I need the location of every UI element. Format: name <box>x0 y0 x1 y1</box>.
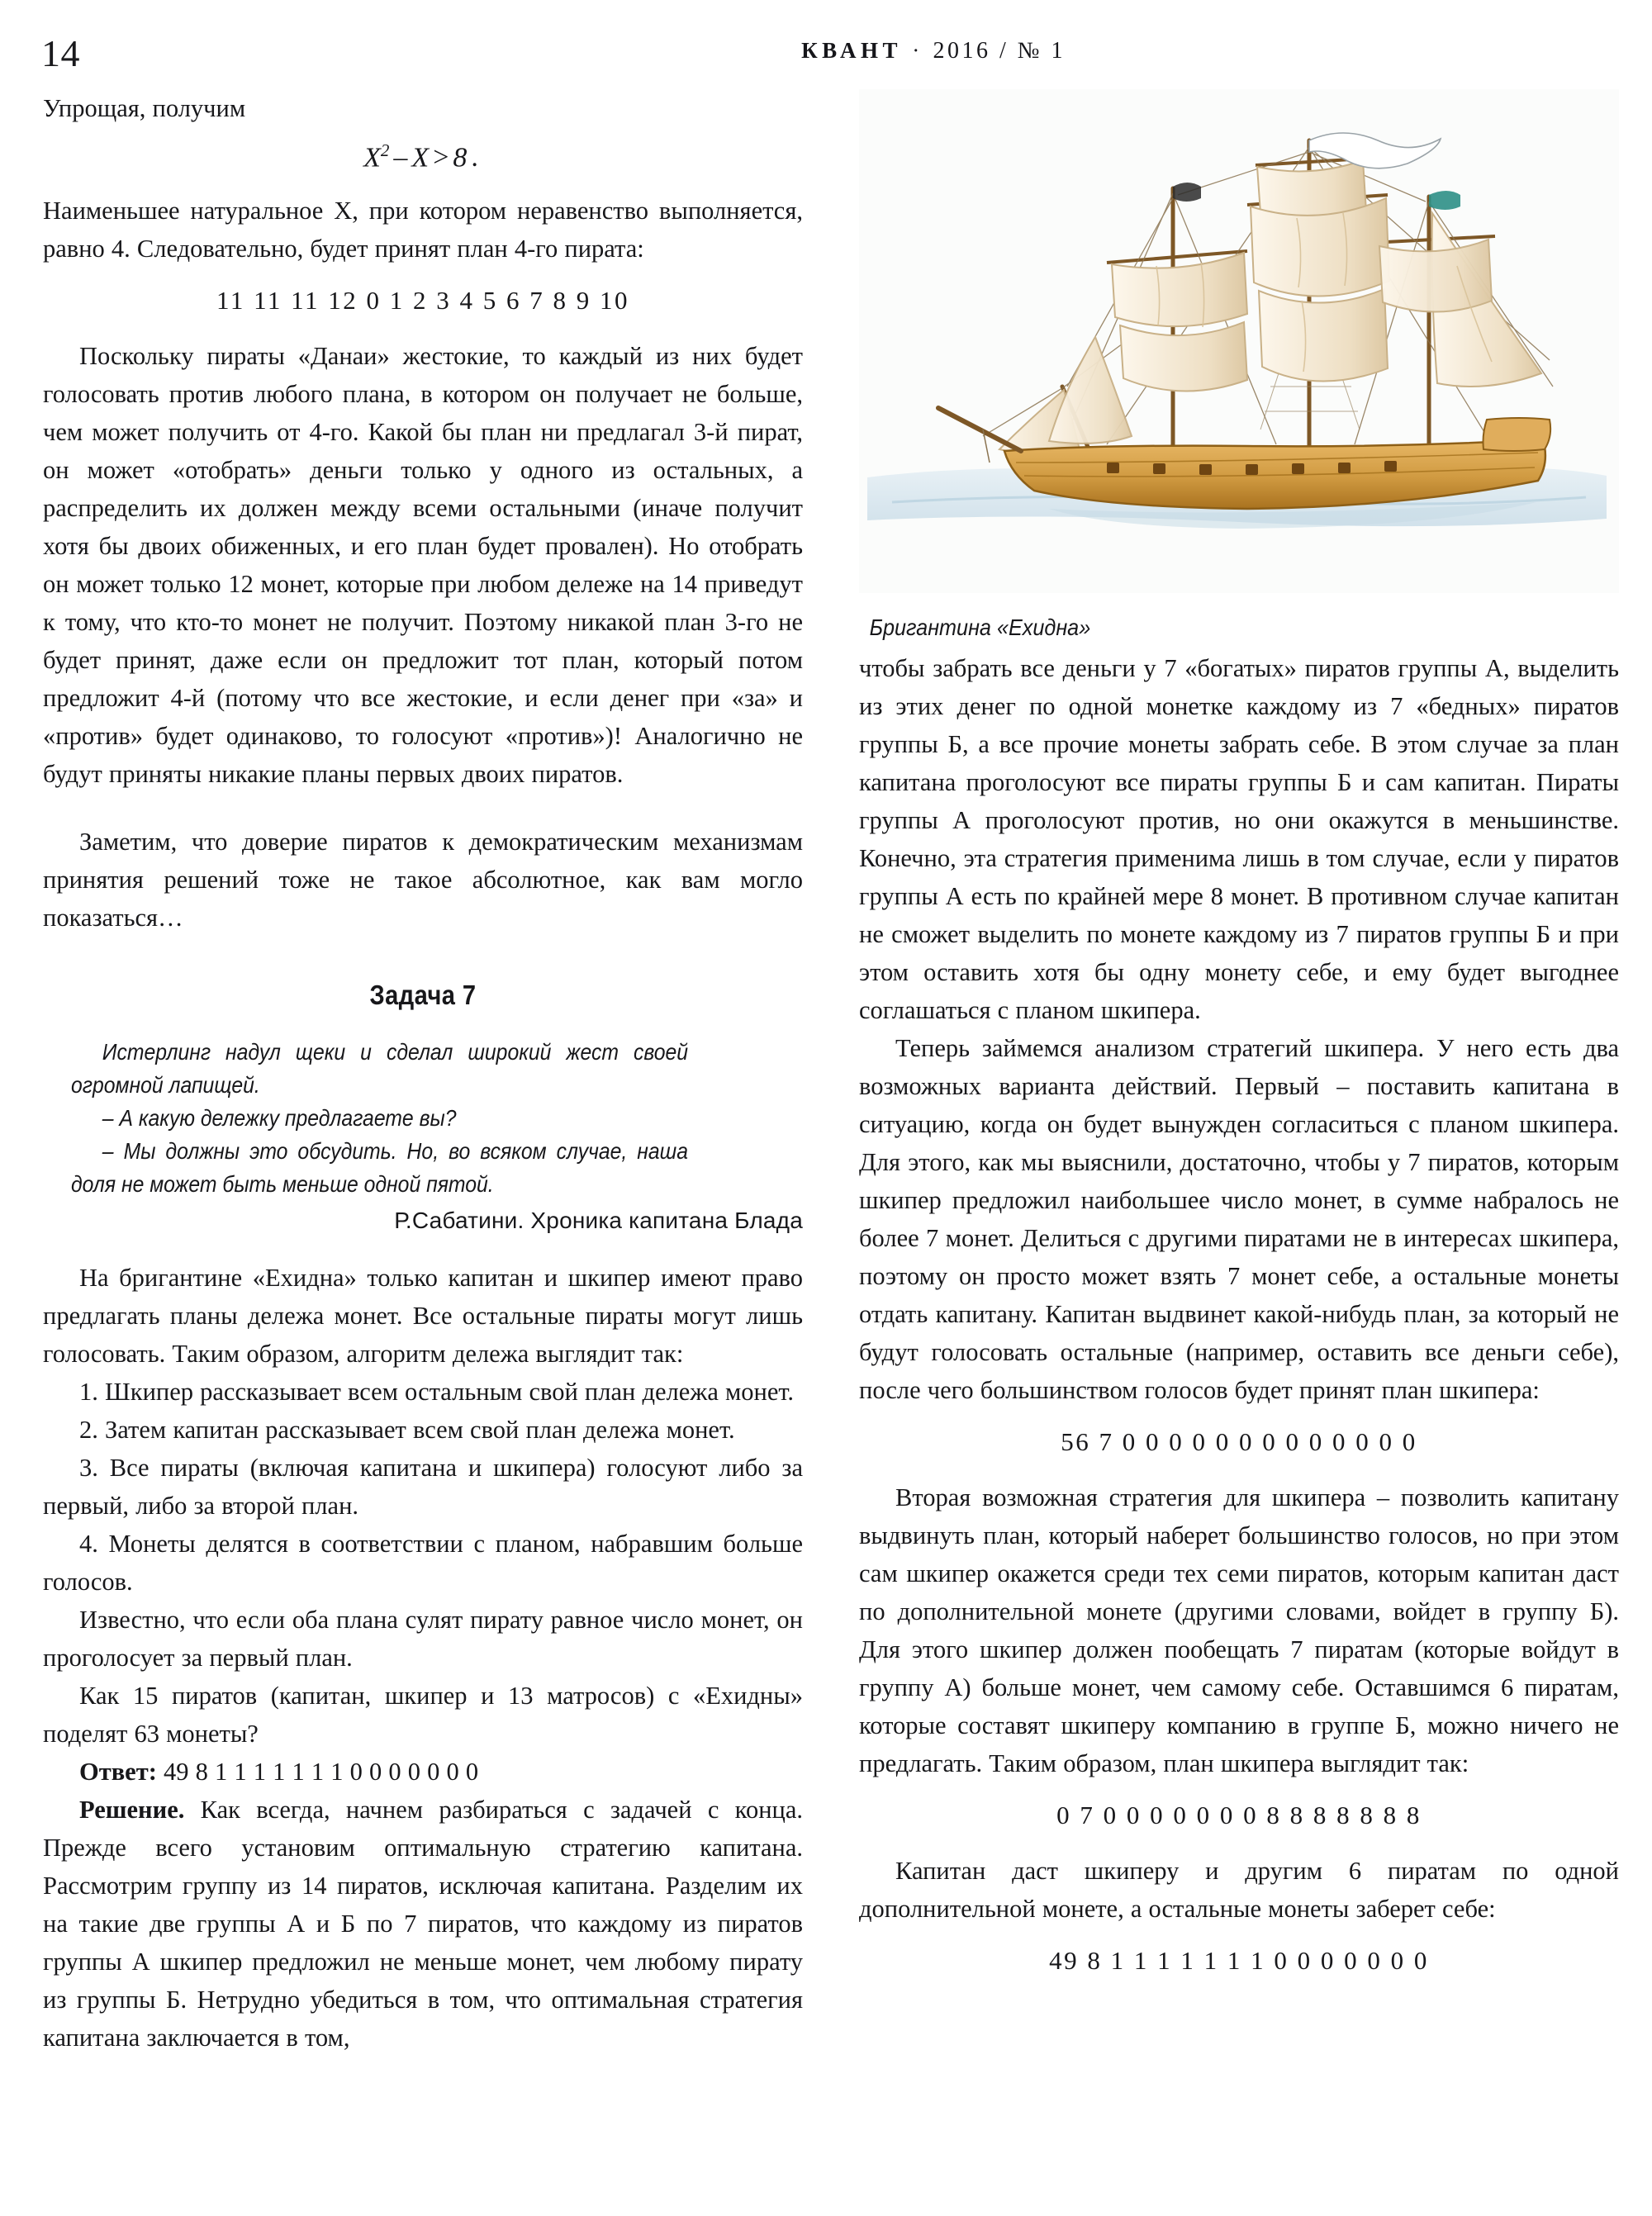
problem-step-2: 2. Затем капитан рассказывает всем свой план дележа монет. <box>79 1416 735 1445</box>
ship-drawing-icon <box>859 89 1619 593</box>
paragraph-problem-intro: На бригантине «Ехидна» только капитан и шкипер имеют право предлагать планы дележа монет. Все остальные пираты могут лишь голосовать. Таким образом, алгоритм дележа выглядит так: <box>43 1264 803 1369</box>
epigraph-line-3: – Мы должны это обсудить. Но, во всяком случае, наша доля не может быть меньше одной пятой. <box>71 1138 689 1198</box>
epigraph-line-1: Истерлинг надул щеки и сделал широкий жест своей огромной лапищей. <box>71 1039 689 1099</box>
formula-relation: > <box>433 142 449 173</box>
journal-separator: · <box>912 38 923 63</box>
solution-text: Как всегда, начнем разбираться с задачей с конца. Прежде всего установим оптимальную стратегию капитана. Рассмотрим группу из 14 пиратов, исключая капитана. Разделим их на такие две группы А и Б по 7 пиратов, что каждому из пиратов группы А шкипер предложил не меньше монет, чем любому пирату из группы Б. Нетрудно убедиться в том, что оптимальная стратегия капитана заключается в том, <box>43 1796 803 2052</box>
paragraph-skipper-analysis: Теперь займемся анализом стратегий шкипера. У него есть два возможных варианта действий. Первый – поставить капитана в ситуацию, когда он будет вынужден согласиться с планом шкипера. Для этого, как мы выяснили, достаточно, чтобы у 7 пиратов, которым шкипер предложил наибольшее число монет, в сумме набралось не более 7 монет. Делиться с другими пиратами не в интересах шкипера, поэтому он просто может взять 7 монет себе, а остальные монеты отдать капитану. Капитан выдвинет какой-нибудь план, за который не будут голосовать остальные (например, оставить все деньги себе), после чего большинством голосов будет принят план шкипера: <box>859 1034 1619 1404</box>
journal-name: КВАНТ <box>801 38 902 63</box>
epigraph-line-2: – А какую дележку предлагаете вы? <box>102 1105 457 1132</box>
paragraph-second-strategy: Вторая возможная стратегия для шкипера – позволить капитану выдвинуть план, который наберет большинство голосов, но при этом сам шкипер окажется среди тех семи пиратов, которым капитан даст по дополнительной монете (другими словами, войдет в группу Б). Для этого шкипер должен пообещать 7 пиратам (которые войдут в группу А) больше монет, чем самому себе. Оставшимся 6 пиратам, которые составят шкиперу компанию в группе Б, можно ничего не предлагать. Таким образом, план шкипера выглядит так: <box>859 1483 1619 1777</box>
formula-value: 8 <box>453 142 468 173</box>
paragraph-simplify: Упрощая, получим <box>43 94 246 122</box>
answer-numbers: 49 8 1 1 1 1 1 1 1 0 0 0 0 0 0 0 <box>163 1758 479 1787</box>
page-number: 14 <box>41 32 80 74</box>
paragraph-smallest-natural: Наименьшее натуральное X, при котором неравенство выполняется, равно 4. Следовательно, будет принят план 4-го пирата: <box>43 197 803 263</box>
plan4-number-row: 11 11 11 12 0 1 2 3 4 5 6 7 8 9 10 <box>216 286 630 316</box>
solution-paragraph <box>43 1791 803 2057</box>
figure-caption: Бригантина «Ехидна» <box>869 615 1091 640</box>
problem-step-4: 4. Монеты делятся в соответствии с планом, набравшим больше голосов. <box>43 1530 803 1597</box>
paragraph-question: Как 15 пиратов (капитан, шкипер и 13 матросов) с «Ехидны» поделят 63 монеты? <box>43 1682 803 1749</box>
formula-minus: – <box>393 142 408 173</box>
problem-step-1: 1. Шкипер рассказывает всем остальным свой план дележа монет. <box>79 1378 795 1407</box>
solution-label: Решение. <box>79 1796 185 1825</box>
formula-base: X <box>363 142 381 173</box>
journal-title-line <box>0 38 1066 64</box>
left-column <box>43 89 803 2057</box>
right-column <box>859 89 1619 1997</box>
figure-brigantine <box>859 89 1619 641</box>
paragraph-known-rule: Известно, что если оба плана сулят пирату равное число монет, он проголосует за первый план. <box>43 1606 803 1673</box>
paragraph-cruel-pirates: Поскольку пираты «Данаи» жестокие, то каждый из них будет голосовать против любого плана, в котором он получает не больше, чем может получить от 4-го. Какой бы план ни предлагал 3-й пират, он может «отобрать» деньги только у одного из остальных, а распределить их должен между всеми остальными (иначе получит хотя бы двоих обиженных, и его план будет провален). Но отобрать он может только 12 монет, которые при любом дележе на 14 приведут к тому, что кто-то монет не получит. Поэтому никакой план 3-го не будет принят, даже если он предложит тот план, который потом предложит 4-й (потому что все жестокие, и если денег при «за» и «против» будет одинаково, то голосуют «против»)! Аналогично не будут приняты никакие планы первых двоих пиратов. <box>43 342 803 789</box>
epigraph-attribution: Р.Сабатини. Хроника капитана Блада <box>394 1208 803 1234</box>
second-plan-number-row: 0 7 0 0 0 0 0 0 0 8 8 8 8 8 8 8 <box>1056 1801 1422 1829</box>
final-distribution-number-row: 49 8 1 1 1 1 1 1 1 0 0 0 0 0 0 0 <box>1049 1946 1429 1975</box>
inequality-formula <box>43 140 803 173</box>
answer-paragraph <box>43 1753 803 1791</box>
answer-label: Ответ: <box>79 1758 157 1787</box>
skipper-plan-number-row: 56 7 0 0 0 0 0 0 0 0 0 0 0 0 0 <box>1061 1427 1417 1456</box>
running-head <box>0 31 1652 84</box>
section-title-task7: Задача 7 <box>369 980 477 1011</box>
problem-step-3: 3. Все пираты (включая капитана и шкипера) голосуют либо за первый, либо за второй план. <box>43 1454 803 1521</box>
epigraph-block <box>71 1036 688 1201</box>
formula-exponent: 2 <box>380 140 390 160</box>
paragraph-captain-gives: Капитан даст шкиперу и другим 6 пиратам по одной дополнительной монете, а остальные монеты заберет себе: <box>859 1857 1619 1923</box>
formula-var2: X <box>411 142 430 173</box>
formula-period: . <box>471 142 478 173</box>
paragraph-continue-strategy: чтобы забрать все деньги у 7 «богатых» пиратов группы А, выделить из этих денег по одной монетке каждому из 7 «бедных» пиратов группы Б, а все прочие монеты забрать себе. В этом случае за план капитана проголосуют все пираты группы Б и сам капитан. Пираты группы А проголосуют против, но они окажутся в меньшинстве. Конечно, эта стратегия применима лишь в том случае, если у пиратов группы А есть по крайней мере 8 монет. В противном случае капитан не сможет выделить по монете каждому из 7 пиратов группы Б и при этом оставить хотя бы одну монету себе, и ему будет выгоднее соглашаться с планом шкипера. <box>859 654 1619 1024</box>
brigantine-illustration <box>859 89 1619 593</box>
journal-issue: 2016 / № 1 <box>933 38 1066 64</box>
paragraph-trust: Заметим, что доверие пиратов к демократическим механизмам принятия решений тоже не такое абсолютное, как вам могло показаться… <box>43 828 803 932</box>
